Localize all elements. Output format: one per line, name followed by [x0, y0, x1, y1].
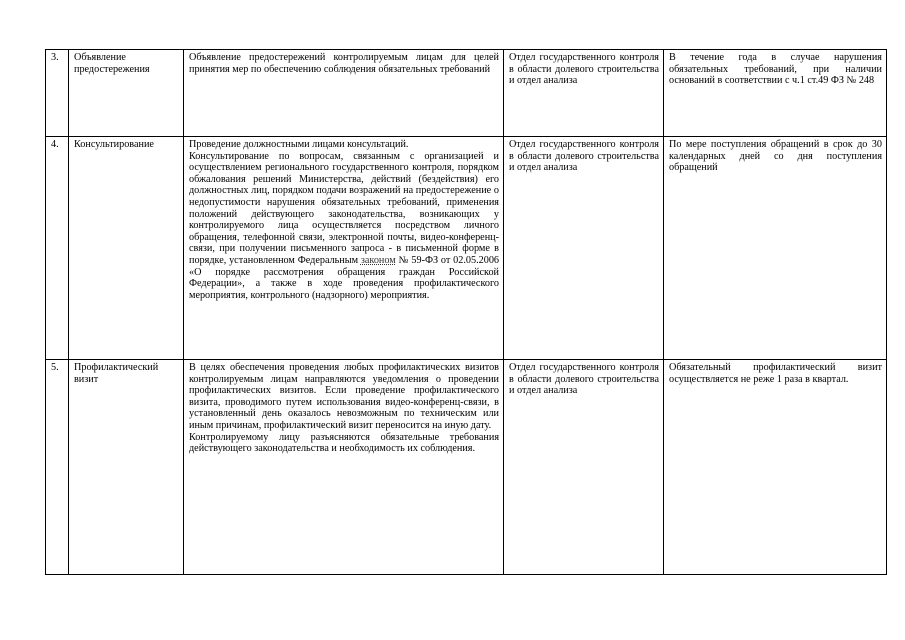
measure-name: Консультирование [69, 137, 184, 360]
responsible-department: Отдел государственного контроля в области долевого строительства и отдел анализа [504, 137, 664, 360]
timing: В течение года в случае нарушения обязательных требований, при наличии оснований в соответствии с ч.1 ст.49 ФЗ № 248 [664, 50, 887, 137]
description-paragraph: Проведение должностными лицами консультаций. [189, 139, 409, 150]
description-paragraph: В целях обеспечения проведения любых профилактических визитов контролируемым лицам направляются уведомления о проведении профилактических визитов. Если проведение профилактического визита, проводимого путем использования видео-конференц-связи, в установленный день оказалось невозможным по техническим или иным причинам, профилактический визит переносится на иную дату. [189, 362, 499, 431]
row-number: 4. [46, 137, 69, 360]
description-paragraph: Консультирование по вопросам, связанным с организацией и осуществлением регионального государственного контроля, порядком обжалования решений Министерства, действий (бездействия) его должностных лиц, порядком подачи возражений на предостережение о недопустимости нарушения обязательных требований, применения положений действующего законодательства, возникающих у контролируемого лица осуществляется посредством личного обращения, телефонной связи, электронной почты, видео-конференц-связи, при получении письменного запроса - в письменной форме в порядке, установленном Федеральным [189, 150, 499, 266]
measure-description [184, 360, 504, 575]
measure-name: Профилактический визит [69, 360, 184, 575]
responsible-department: Отдел государственного контроля в области долевого строительства и отдел анализа [504, 360, 664, 575]
measures-table [45, 49, 887, 575]
timing: Обязательный профилактический визит осуществляется не реже 1 раза в квартал. [664, 360, 887, 575]
table-row [46, 360, 887, 575]
timing: По мере поступления обращений в срок до 30 календарных дней со дня поступления обращений [664, 137, 887, 360]
measure-description [184, 137, 504, 360]
law-link[interactable]: законом [360, 254, 396, 266]
responsible-department: Отдел государственного контроля в области долевого строительства и отдел анализа [504, 50, 664, 137]
table-row [46, 50, 887, 137]
row-number: 3. [46, 50, 69, 137]
description-paragraph: № 59-ФЗ от 02.05.2006 «О порядке рассмотрения обращения граждан Российской Федерации», а также в ходе проведения профилактического мероприятия, контрольного (надзорного) мероприятия. [189, 254, 500, 301]
measure-name: Объявление предостережения [69, 50, 184, 137]
description-paragraph: Объявление предостережений контролируемым лицам для целей принятия мер по обеспечению соблюдения обязательных требований [189, 52, 499, 75]
measure-description [184, 50, 504, 137]
table-row [46, 137, 887, 360]
row-number: 5. [46, 360, 69, 575]
description-paragraph: Контролируемому лицу разъясняются обязательные требования действующего законодательства и необходимость их соблюдения. [189, 431, 499, 455]
